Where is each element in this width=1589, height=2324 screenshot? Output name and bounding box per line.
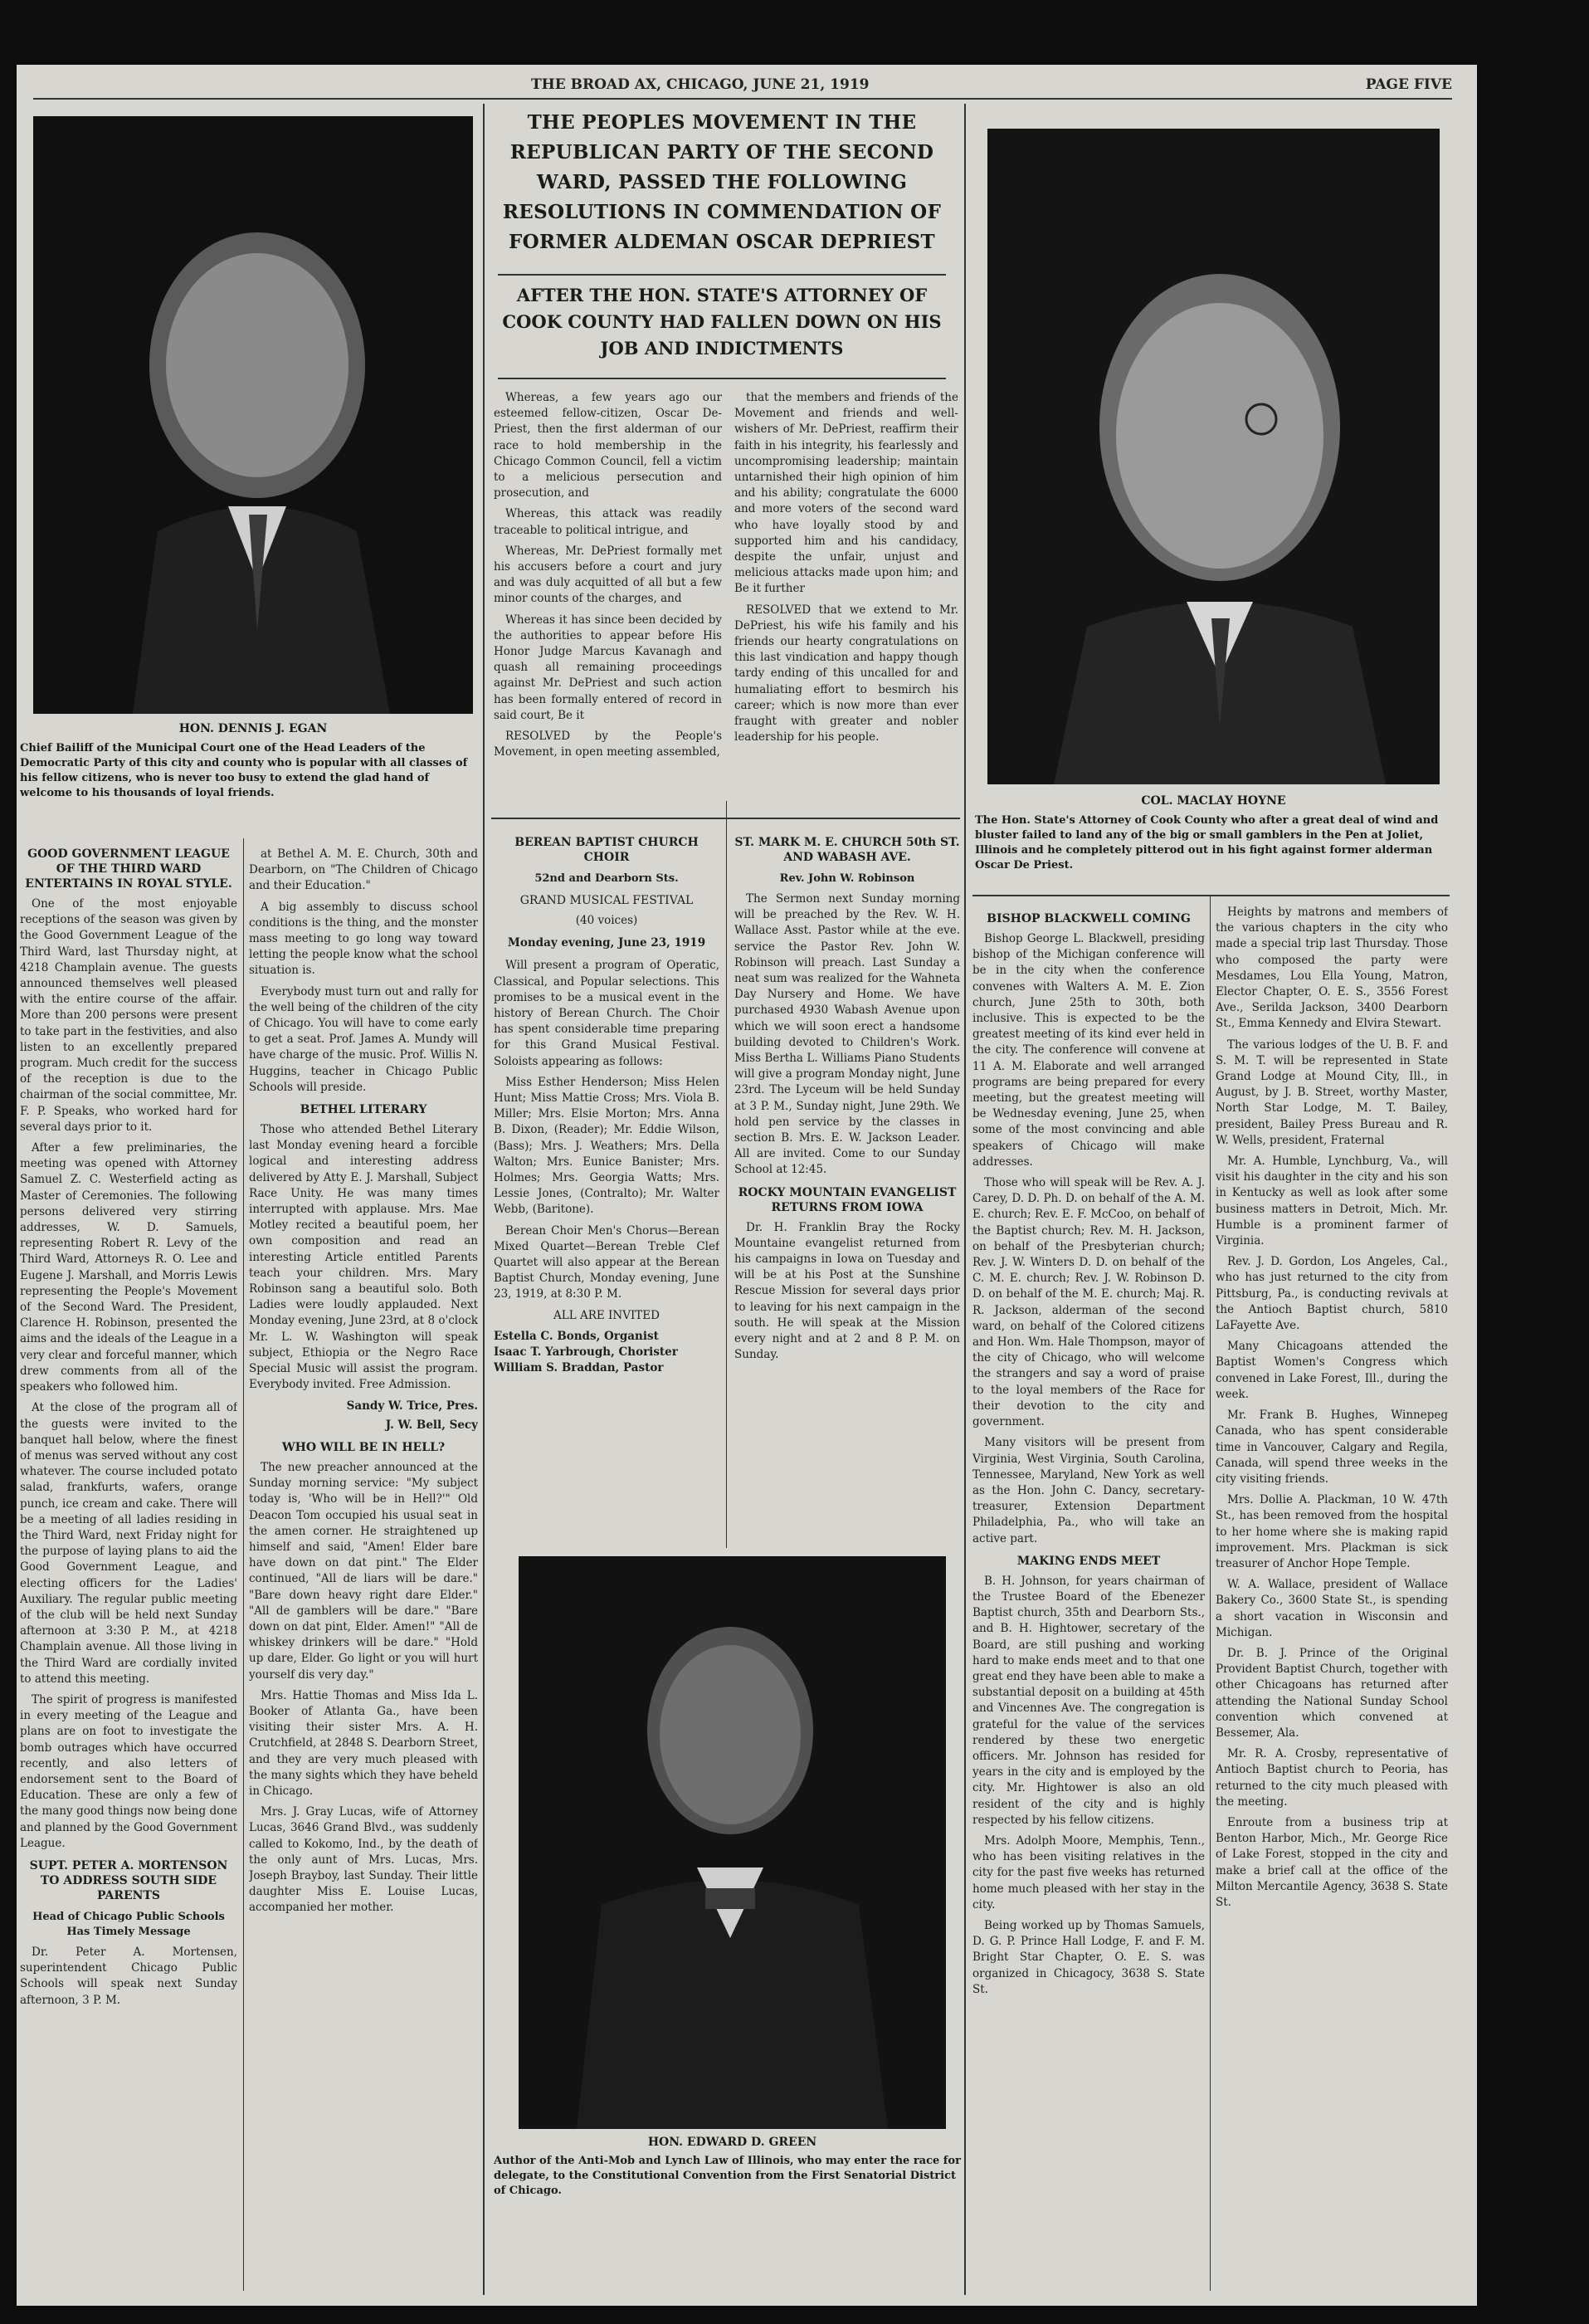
paragraph: Mr. Frank B. Hughes, Winnepeg Canada, who has spent considerable time in Vancouver, Calgary and Regila, Canada, will spend three weeks in the city visiting friends.	[1216, 1409, 1448, 1486]
article-subheadline: 52nd and Dearborn Sts.	[534, 872, 679, 885]
signature: Isaac T. Yarbrough, Chorister	[494, 1345, 678, 1360]
hoyne-name: COL. MACLAY HOYNE	[1141, 794, 1286, 808]
egan-name: HON. DENNIS J. EGAN	[178, 722, 328, 735]
green-portrait	[519, 1556, 946, 2129]
resolution-left	[494, 390, 722, 809]
article-headline: GOOD GOVERNMENT LEAGUE OF THE THIRD WARD ENTERTAINS IN ROYAL STYLE.	[25, 847, 232, 891]
article-headline: BISHOP BLACKWELL COMING	[987, 912, 1191, 925]
paragraph: Dr. Peter A. Mortensen, superintendent Chicago Public Schools will speak next Sunday afternoon, 3 P. M.	[20, 1945, 237, 2007]
section-rule	[491, 818, 960, 819]
signature: Estella C. Bonds, Organist	[494, 1329, 659, 1343]
paragraph: Those who will speak will be Rev. A. J. Carey, D. D. Ph. D. on behalf of the A. M. E. church; Rev. E. F. McCoo, on behalf of the Baptist church; Rev. M. H. Jackson, on behalf of the Presbyterian church; Rev. J. W. Winters D. D. on behalf of the C. M. E. church; Rev. J. W. Robinson D. D. on behalf of the M. E. church; Maj. R. R. Jackson, alderman of the second ward, on behalf of the Colored citizens and Hon. Wm. Hale Thompson, mayor of the city of Chicago, who will welcome the strangers and say a word of praise to the loyal members of the Race for their devotion to the city and government.	[972, 1176, 1205, 1429]
paragraph: Mrs. Adolph Moore, Memphis, Tenn., who has been visiting relatives in the city for the past five weeks has returned home much pleased with her stay in the city.	[972, 1833, 1205, 1911]
paragraph: Mr. A. Humble, Lynchburg, Va., will visit his daughter in the city and his son in Kentucky as well as look after some business matters in Detroit, Mich. Mr. Humble is a prominent farmer of Virginia.	[1216, 1155, 1448, 1248]
paragraph: Heights by matrons and members of the various chapters in the city who made a special trip last Thursday. Those who composed the party were Mesdames, Lou Ella Young, Matron, Elector Chapter, O. E. S., 3556 Forest Ave., Serilda Jackson, 3400 Dearborn St., Emma Kennedy and Elvira Stewart.	[1216, 906, 1448, 1031]
paragraph: Whereas, Mr. DePriest formally met his accusers before a court and jury and was duly acquitted of all but a few minor counts of the charges, and	[494, 544, 722, 606]
paragraph: Rev. J. D. Gordon, Los Angeles, Cal., who has just returned to the city from Pittsburg, Pa., is conducting revivals at the Antioch Baptist church, 5810 LaFayette Ave.	[1216, 1255, 1448, 1333]
masthead-title: THE BROAD AX, CHICAGO, JUNE 21, 1919	[531, 76, 870, 93]
paragraph: Enroute from a business trip at Benton Harbor, Mich., Mr. George Rice of Lake Forest, stopped in the city and make a brief call at the office of the Milton Mercantile Agency, 3638 S. State St.	[1216, 1815, 1448, 1909]
paragraph: After a few preliminaries, the meeting was opened with Attorney Samuel Z. C. Westerfield acting as Master of Ceremonies. The following persons delivered very stirring addresses, W. D. Samuels, representing Robert R. Levy of the Third Ward, Attorneys R. O. Lee and Eugene J. Marshall, and Morris Lewis representing the People's Movement of the Second Ward. The President, Clarence H. Robinson, presented the aims and the ideals of the League in a very clear and forceful manner, which drew comments from all of the speakers who followed him.	[20, 1141, 237, 1394]
paragraph: Whereas it has since been decided by the authorities to appear before His Honor Judge Marcus Kavanagh and quash all remaining proceedings against Mr. DePriest and such action has been formally entered of record in said court, Be it	[494, 613, 722, 722]
column-5	[972, 905, 1205, 2299]
column-rule	[1210, 896, 1211, 2291]
paragraph: Many visitors will be present from Virginia, West Virginia, South Carolina, Tennessee, Maryland, New York as well as the Hon. John C. Dancy, secretary-treasurer, Extension Department Philadelphia, Pa., who will take an active part.	[972, 1436, 1205, 1545]
paragraph: Dr. H. Franklin Bray the Rocky Mountaine evangelist returned from his campaigns in Iowa on Tuesday and will be at his Post at the Sunshine Rescue Mission for several days prior to leaving for his next campaign in the south. He will speak at the Mission every night and at 2 and 8 P. M. on Sunday.	[734, 1220, 960, 1362]
paragraph: RESOLVED by the People's Movement, in open meeting assembled,	[494, 730, 722, 759]
signature: J. W. Bell, Secy	[385, 1418, 478, 1432]
paragraph: Mrs. J. Gray Lucas, wife of Attorney Lucas, 3646 Grand Blvd., was suddenly called to Kokomo, Ind., by the death of the only aunt of Mrs. Lucas, Mrs. Joseph Brayboy, last Sunday. Their little daughter Miss E. Louise Lucas, accompanied her mother.	[249, 1805, 478, 1915]
paragraph: that the members and friends of the Movement and friends and well-wishers of Mr. DePriest, reaffirm their faith in his integrity, his fearlessly and uncompromising leadership; maintain untarnished their high opinion of him and his ability; congratulate the 6000 and more voters of the second ward who have loyally stood by and supported him and his candidacy, despite the unfair, unjust and melicious attacks made upon him; and Be it further	[734, 391, 958, 596]
article-headline: WHO WILL BE IN HELL?	[281, 1440, 446, 1454]
headline-rule	[498, 378, 946, 379]
paragraph: Being worked up by Thomas Samuels, D. G. P. Prince Hall Lodge, F. and F. M. Bright Star Chapter, O. E. S. was organized in Chicagocy, 3638 S. State St.	[972, 1918, 1205, 1996]
hoyne-portrait	[987, 129, 1440, 784]
paragraph: Whereas, a few years ago our esteemed fellow-citizen, Oscar De-Priest, then the first alderman of our race to hold membership in the Chicago Common Council, fell a victim to a melicious persecution and prosecution, and	[494, 391, 722, 500]
article-subheadline: Rev. John W. Robinson	[779, 872, 915, 885]
voices: (40 voices)	[575, 914, 638, 927]
column-rule	[726, 801, 727, 1548]
column-6	[1216, 905, 1448, 2299]
paragraph: The new preacher announced at the Sunday morning service: "My subject today is, 'Who will be in Hell?'" Old Deacon Tom occupied his usual seat in the amen corner. He straightened up himself and said, "Amen! Elder bare have down on dat pint." The Elder continued, "All de liars will be dare." "Bare down heavy right dare Elder." "All de gamblers will be dare." "Bare down on dat pint, Elder. Amen!" "All de whiskey drinkers will be dare." "Hold up dare, Elder. Go light or you will hurt yourself dis very day."	[249, 1460, 478, 1682]
signature: Sandy W. Trice, Pres.	[346, 1399, 478, 1413]
paragraph: Many Chicagoans attended the Baptist Women's Congress which convened in Lake Forest, Ill., during the week.	[1216, 1340, 1448, 1401]
column-2	[249, 847, 478, 2299]
paragraph: Will present a program of Operatic, Classical, and Popular selections. This promises to be a musical event in the history of Berean Church. The Choir has spent considerable time preparing for this Grand Musical Festival. Soloists appearing as follows:	[494, 959, 719, 1068]
column-rule	[243, 838, 244, 2291]
paragraph: Mr. R. A. Crosby, representative of Antioch Baptist church to Peoria, has returned to the city much pleased with the meeting.	[1216, 1747, 1448, 1809]
paragraph: Berean Choir Men's Chorus—Berean Mixed Quartet—Berean Treble Clef Quartet will also appear at the Berean Baptist Church, Monday evening, June 23, 1919, at 8:30 P. M.	[494, 1223, 719, 1301]
paragraph: Everybody must turn out and rally for the well being of the children of the city of Chicago. You will have to come early to get a seat. Prof. James A. Mundy will have charge of the music. Prof. Willis N. Huggins, teacher in Chicago Public Schools will preside.	[249, 984, 478, 1094]
article-headline: ST. MARK M. E. CHURCH 50th ST. AND WABASH AVE.	[734, 836, 960, 864]
egan-portrait	[33, 116, 473, 714]
subheadline: AFTER THE HON. STATE'S ATTORNEY OF COOK COUNTY HAD FALLEN DOWN ON HIS JOB AND INDICTMENTS	[502, 285, 942, 359]
paragraph: The various lodges of the U. B. F. and S. M. T. will be represented in State Grand Lodge at Mound City, Ill., in August, by J. B. Street, worthy Master, North Star Lodge, M. T. Bailey, president, Bailey Press Bureau and R. W. Wells, president, Fraternal	[1216, 1038, 1448, 1147]
paragraph: Those who attended Bethel Literary last Monday evening heard a forcible logical and interesting address delivered by Atty E. J. Marshall, Subject Race Unity. He was many times interrupted with applause. Mrs. Mae Motley recited a beautiful poem, her own composition and read an interesting Article entitled Parents teach your children. Mrs. Mary Robinson sang a beautiful solo. Both Ladies were loudly applauded. Next Monday evening, June 23rd, at 8 o'clock Mr. L. W. Washington will speak subject, Ethiopia or the Negro Race Special Music will assist the program. Everybody invited. Free Admission.	[249, 1123, 478, 1392]
column-3	[494, 828, 719, 1542]
green-caption: Author of the Anti-Mob and Lynch Law of Illinois, who may enter the race for delegate, to the Constitutional Convention from the First Senatorial District of Chicago.	[494, 2155, 961, 2197]
column-rule	[964, 104, 966, 2295]
paragraph: At the close of the program all of the guests were invited to the banquet hall below, where the finest of menus was served without any cost whatever. The course included potato salad, frankfurts, wafers, orange punch, ice cream and cake. There will be a meeting of all ladies residing in the Third Ward, next Friday night for the purpose of laying plans to aid the Good Government League, and electing officers for the Ladies' Auxiliary. The regular public meeting of the club will be held next Sunday afternoon at 3:30 P. M., at 4218 Champlain avenue. All those living in the Third Ward are cordially invited to attend this meeting.	[20, 1401, 237, 1686]
article-headline: BEREAN BAPTIST CHURCH CHOIR	[514, 836, 699, 864]
paragraph: RESOLVED that we extend to Mr. DePriest, his wife his family and his friends our hearty congratulations on this last vindication and happy though tardy ending of this uncalled for and humaliating effort to besmirch his career; which is now more than ever fraught with greater and nobler leadership for his people.	[734, 603, 958, 745]
paragraph: at Bethel A. M. E. Church, 30th and Dearborn, on "The Children of Chicago and their Education."	[249, 847, 478, 893]
column-1	[20, 840, 237, 2299]
hoyne-caption: The Hon. State's Attorney of Cook County who after a great deal of wind and bluster failed to land any of the big or small gamblers in the Pen at Joliet, Illinois and he completely pitterod out in his fight against former alderman Oscar De Priest.	[975, 814, 1439, 872]
article-headline: SUPT. PETER A. MORTENSON TO ADDRESS SOUTH SIDE PARENTS	[29, 1858, 228, 1902]
column-4	[734, 828, 960, 1542]
resolution-right	[734, 390, 958, 809]
column-rule	[483, 104, 485, 2295]
headline-rule	[498, 274, 946, 276]
paragraph: Mrs. Dollie A. Plackman, 10 W. 47th St., has been removed from the hospital to her home where she is making rapid improvement. Mrs. Plackman is sick treasurer of Anchor Hope Temple.	[1216, 1493, 1448, 1570]
egan-caption: Chief Bailiff of the Municipal Court one of the Head Leaders of the Democratic Party of this city and county who is popular with all classes of his fellow citizens, who is never too busy to extend the glad hand of welcome to his thousands of loyal friends.	[20, 742, 468, 799]
paragraph: B. H. Johnson, for years chairman of the Trustee Board of the Ebenezer Baptist church, 35th and Dearborn Sts., and B. H. Hightower, secretary of the Board, are still pushing and working hard to make ends meet and to that one great end they have been able to make a substantial deposit on a building at 45th and Vincennes Ave. The congregation is grateful for the value of the services rendered by these two energetic officers. Mr. Johnson has resided for years in the city and is employed by the city. Mr. Hightower is also an old resident of the city and is highly respected by his fellow citizens.	[972, 1574, 1205, 1827]
signature: William S. Braddan, Pastor	[494, 1361, 664, 1375]
festival-title: GRAND MUSICAL FESTIVAL	[519, 894, 694, 907]
paragraph: A big assembly to discuss school conditions is the thing, and the monster mass meeting to go long way toward letting the people know what the school situation is.	[249, 900, 478, 978]
page-number: PAGE FIVE	[1365, 76, 1452, 93]
article-headline: MAKING ENDS MEET	[1016, 1554, 1161, 1568]
paragraph: One of the most enjoyable receptions of the season was given by the Good Government League of the Third Ward, last Thursday night, at 4218 Champlain avenue. The guests announced themselves well pleased with the entire course of the affair. More than 200 persons were present to take part in the festivities, and also listen to an excellently prepared program. Much credit for the success of the reception is due to the chairman of the social committee, Mr. F. P. Speaks, who worked hard for several days prior to it.	[20, 897, 237, 1134]
paragraph: The Sermon next Sunday morning will be preached by the Rev. W. H. Wallace Asst. Pastor while at the eve. service the Pastor Rev. John W. Robinson will preach. Last Sunday a neat sum was realized for the Wahneta Day Nursery and Home. We have purchased 4930 Wabash Avenue upon which we will soon erect a handsome building devoted to Children's Work. Miss Bertha L. Williams Piano Students will give a program Monday night, June 23rd. The Lyceum will be held Sunday at 3 P. M., Sunday night, June 29th. We hold pen service by the classes in section B. Mrs. E. W. Jackson Leader. All are invited. Come to our Sunday School at 12:45.	[734, 892, 960, 1177]
event-date: Monday evening, June 23, 1919	[507, 936, 706, 950]
masthead-rule	[33, 98, 1452, 100]
paragraph: Miss Esther Henderson; Miss Helen Hunt; Miss Mattie Cross; Mrs. Viola B. Miller; Mrs. Elsie Morton; Mrs. Anna B. Dixon, (Reader); Mr. Eddie Wilson, (Bass); Mrs. J. Weathers; Mrs. Della Walton; Mrs. Eunice Banister; Mrs. Holmes; Mrs. Georgia Watts; Mrs. Lessie Jones, (Contralto); Mr. Walter Webb, (Baritone).	[494, 1075, 719, 1217]
article-headline: ROCKY MOUNTAIN EVANGELIST RETURNS FROM IOWA	[738, 1185, 957, 1214]
main-headline: THE PEOPLES MOVEMENT IN THE REPUBLICAN PARTY OF THE SECOND WARD, PASSED THE FOLLOWING RESOLUTIONS IN COMMENDATION OF FORMER ALDEMAN OSCAR DEPRIEST	[502, 111, 942, 253]
paragraph: Whereas, this attack was readily traceable to political intrigue, and	[494, 507, 722, 537]
section-rule	[972, 895, 1450, 896]
article-headline: BETHEL LITERARY	[300, 1103, 427, 1117]
invitation: ALL ARE INVITED	[553, 1308, 660, 1322]
paragraph: The spirit of progress is manifested in every meeting of the League and plans are on foot to investigate the bomb outrages which have occurred recently, and also letters of endorsement sent to the Board of Education. These are only a few of the many good things now being done and planned by the Good Government League.	[20, 1692, 237, 1850]
paragraph: Mrs. Hattie Thomas and Miss Ida L. Booker of Atlanta Ga., have been visiting their sister Mrs. A. H. Crutchfield, at 2848 S. Dearborn Street, and they are very much pleased with the many sights which they have beheld in Chicago.	[249, 1688, 478, 1798]
article-subheadline: Head of Chicago Public Schools Has Timely Message	[32, 1910, 225, 1938]
paragraph: W. A. Wallace, president of Wallace Bakery Co., 3600 State St., is spending a short vacation in Wisconsin and Michigan.	[1216, 1578, 1448, 1639]
green-name: HON. EDWARD D. GREEN	[647, 2136, 817, 2149]
paragraph: Dr. B. J. Prince of the Original Provident Baptist Church, together with other Chicagoans has returned after attending the National Sunday School convention which convened at Bessemer, Ala.	[1216, 1646, 1448, 1740]
paragraph: Bishop George L. Blackwell, presiding bishop of the Michigan conference will be in the city when the conference convenes with Walters A. M. E. Zion church, June 25th to 30th, both inclusive. This is expected to be the greatest meeting of its kind ever held in the city. The conference will convene at 11 A. M. Elaborate and well arranged programs are being prepared for every meeting, but the greatest meeting will be Wednesday evening, June 25, when some of the most convincing and able speakers of Chicago will make addresses.	[972, 932, 1205, 1169]
